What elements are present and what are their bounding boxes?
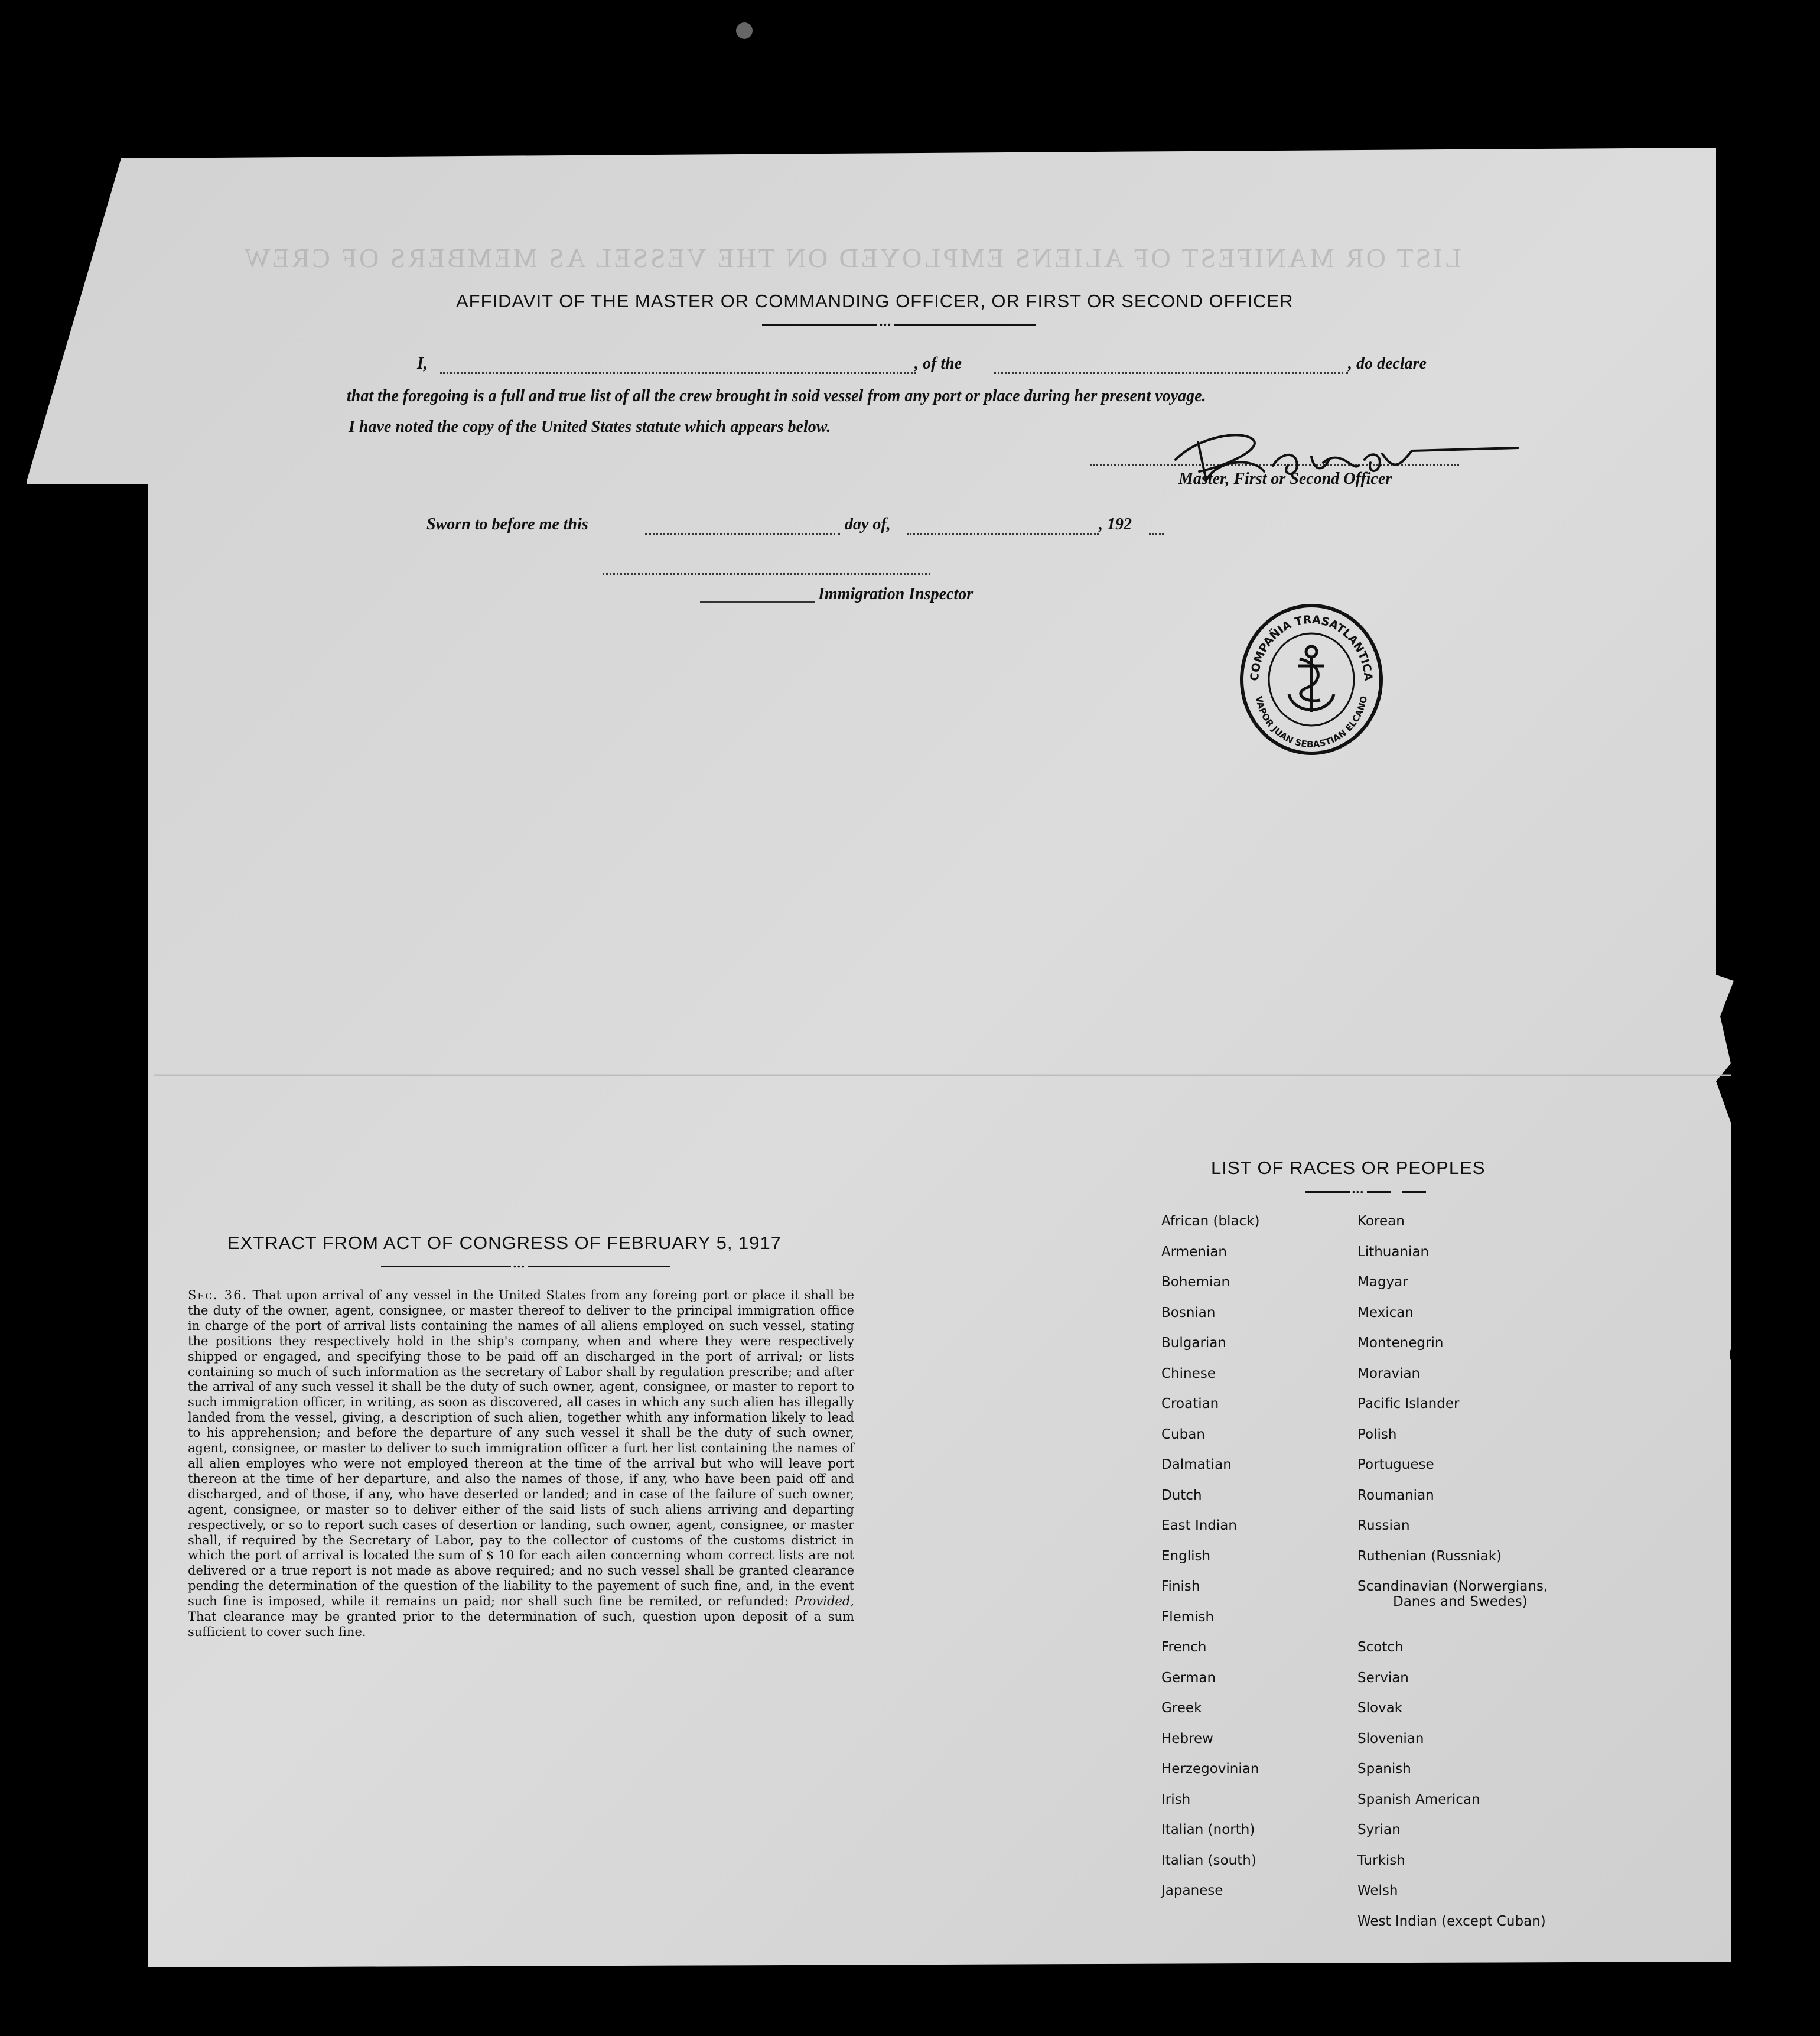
race-item: Ruthenian (Russniak) [1357,1548,1502,1564]
race-item: Turkish [1357,1852,1405,1868]
binding-hole [1731,1426,1758,1453]
affidavit-title-rule: ••• [762,320,1036,329]
race-item: German [1161,1670,1216,1686]
affidavit-declare-label: , do declare [1348,354,1427,373]
race-item: Russian [1357,1518,1410,1533]
act-tail: That clearance may be granted prior to the determination of such, question upon deposit of a sum sufficient to cover such fine. [188,1609,854,1639]
stamp-vessel-text: VAPOR JUAN SEBASTIAN ELCANO [1253,695,1370,750]
affidavit-statement: that the foregoing is a full and true list of all the crew brought in soid vessel from any port or place during her present voyage. [347,387,1206,405]
name-field[interactable] [440,372,916,374]
race-item: Hebrew [1161,1731,1213,1746]
anchor-icon [1289,646,1334,712]
race-item: Roumanian [1357,1487,1434,1503]
race-item: Herzegovinian [1161,1761,1259,1777]
affidavit-statute-note: I have noted the copy of the United States statute which appears below. [349,418,831,436]
inspector-signature-line[interactable] [603,573,930,575]
vessel-field[interactable] [994,372,1348,374]
race-item: Japanese [1161,1883,1223,1898]
race-item: African (black) [1161,1214,1260,1229]
sworn-label: Sworn to before me this [426,515,588,534]
races-title: LIST OF RACES OR PEOPLES [1211,1157,1486,1178]
race-item: Bosnian [1161,1305,1216,1321]
race-item: Dutch [1161,1487,1202,1503]
race-item: Scandinavian (Norwergians, [1357,1579,1548,1594]
race-item: English [1161,1548,1211,1564]
races-title-rule: ••• [1305,1188,1426,1196]
race-item: Scotch [1357,1640,1404,1655]
binding-hole [1734,1798,1761,1825]
binding-hole [1720,730,1747,757]
act-section-label: Sec. 36. [188,1288,248,1302]
binding-hole [1733,1712,1760,1739]
inspector-caption: Immigration Inspector [818,585,974,603]
day-of-label: day of, [845,515,891,534]
race-item: Moravian [1357,1365,1421,1381]
sworn-day-field[interactable] [645,533,840,535]
race-item: Irish [1161,1791,1191,1807]
binding-hole [1720,812,1747,840]
year-label: , 192 [1099,515,1132,534]
race-item: Croatian [1161,1396,1219,1411]
binding-hole [1724,452,1751,479]
inspector-short-line [700,601,815,603]
act-body: That upon arrival of any vessel in the United States from any foreing port or place it shall be the duty of the owner, agent, consignee, or master thereof to deliver to the principal immigration office in charge of the port of arrival lists containing the names of all aliens employed on such vessel, stating the positions they respectively hold in the ship's company, when and where they were respectively shipped or engaged, and specifying those to be paid off an discharged in the port of arrival; or lists containing so much of such information as the secretary of Labor shall by regulation prescribe; and after the arrival of any such vessel it shall be the duty of such owner, agent, consignee, or master to report to such immigration officer, in writing, as soon as discovered, all cases in which any such alien has illegally landed from the vessel, giving, a description of such alien, together whith any information likely to lead to his apprehension; and before the departure of any such vessel it shall be the duty of such owner, agent, consignee, or master to deliver to such immigration officer a furt her list containing the names of all alien employes who were not employed thereon at the time of the arrival but who will leave port thereon at the time of her departure, and also the names of those, if any, who have been paid off and discharged, and of those, if any, who have deserted or landed; and in case of the failure of such owner, agent, consignee, or master so to deliver either of the said lists of such aliens arriving and departing respectively, or so to report such cases of desertion or landing, such owner, agent, consignee, or master shall, if required by the Secretary of Labor, pay to the collector of customs of the customs district in which the port of arrival is located the sum of $ 10 for each ailen concerning whom correct lists are not delivered or a true report is not made as above required; and no such vessel shall be granted clearance pending the determination of the question of the liability to the payement of such fine, and, in the event such fine is imposed, while it remains un paid; nor shall such fine be remited, or refunded: [188,1288,854,1609]
race-item: Syrian [1357,1822,1401,1837]
race-item: Bohemian [1161,1274,1230,1290]
act-title: EXTRACT FROM ACT OF CONGRESS OF FEBRUARY 5, 1917 [227,1232,782,1253]
race-item: Magyar [1357,1274,1408,1290]
act-title-rule: ••• [381,1262,670,1270]
race-item: Italian (south) [1161,1852,1256,1868]
affidavit-i-label: I, [417,354,428,373]
race-item: Mexican [1357,1305,1414,1321]
race-item: West Indian (except Cuban) [1357,1913,1546,1929]
race-item: Pacific Islander [1357,1396,1460,1411]
affidavit-of-the-label: , of the [914,354,962,373]
stamp-company-text: COMPAÑIA TRASATLANTICA [1248,613,1375,682]
race-item: Slovenian [1357,1731,1424,1746]
race-item: Spanish American [1357,1791,1480,1807]
races-column-right [1357,1214,1548,1944]
race-item: Polish [1357,1426,1397,1442]
race-item: Bulgarian [1161,1335,1226,1351]
race-item: French [1161,1640,1207,1655]
race-item: Slovak [1357,1700,1403,1716]
race-item: Servian [1357,1670,1409,1686]
race-item: Greek [1161,1700,1202,1716]
sworn-month-field[interactable] [907,533,1099,535]
races-column-left [1161,1214,1259,1914]
race-item: Welsh [1357,1883,1398,1898]
race-item: Portuguese [1357,1457,1434,1472]
act-provided: Provided, [794,1594,854,1609]
race-item: Armenian [1161,1244,1227,1260]
officer-signature-caption: Master, First or Second Officer [1178,470,1392,488]
race-item: Flemish [1161,1609,1215,1625]
race-item: Montenegrin [1357,1335,1444,1351]
binding-hole [1730,1341,1757,1368]
race-item: Spanish [1357,1761,1411,1777]
race-item: Chinese [1161,1365,1216,1381]
bleed-through-header: LIST OR MANIFEST OF ALIENS EMPLOYED ON THE VESSEL AS MEMBERS OF CREW [242,243,1461,273]
race-item: Danes and Swedes) [1393,1594,1528,1609]
race-item: Lithuanian [1357,1244,1430,1260]
race-item: Korean [1357,1214,1405,1229]
race-item: Dalmatian [1161,1457,1232,1472]
ship-stamp-seal [1235,600,1388,759]
race-item: Cuban [1161,1426,1205,1442]
sworn-year-field[interactable] [1149,533,1164,535]
race-item: Italian (north) [1161,1822,1255,1837]
affidavit-title: AFFIDAVIT OF THE MASTER OR COMMANDING OFFICER, OR FIRST OR SECOND OFFICER [456,291,1294,311]
race-item: East Indian [1161,1518,1237,1533]
act-section-36-text [188,1288,854,1640]
race-item: Finish [1161,1579,1200,1594]
